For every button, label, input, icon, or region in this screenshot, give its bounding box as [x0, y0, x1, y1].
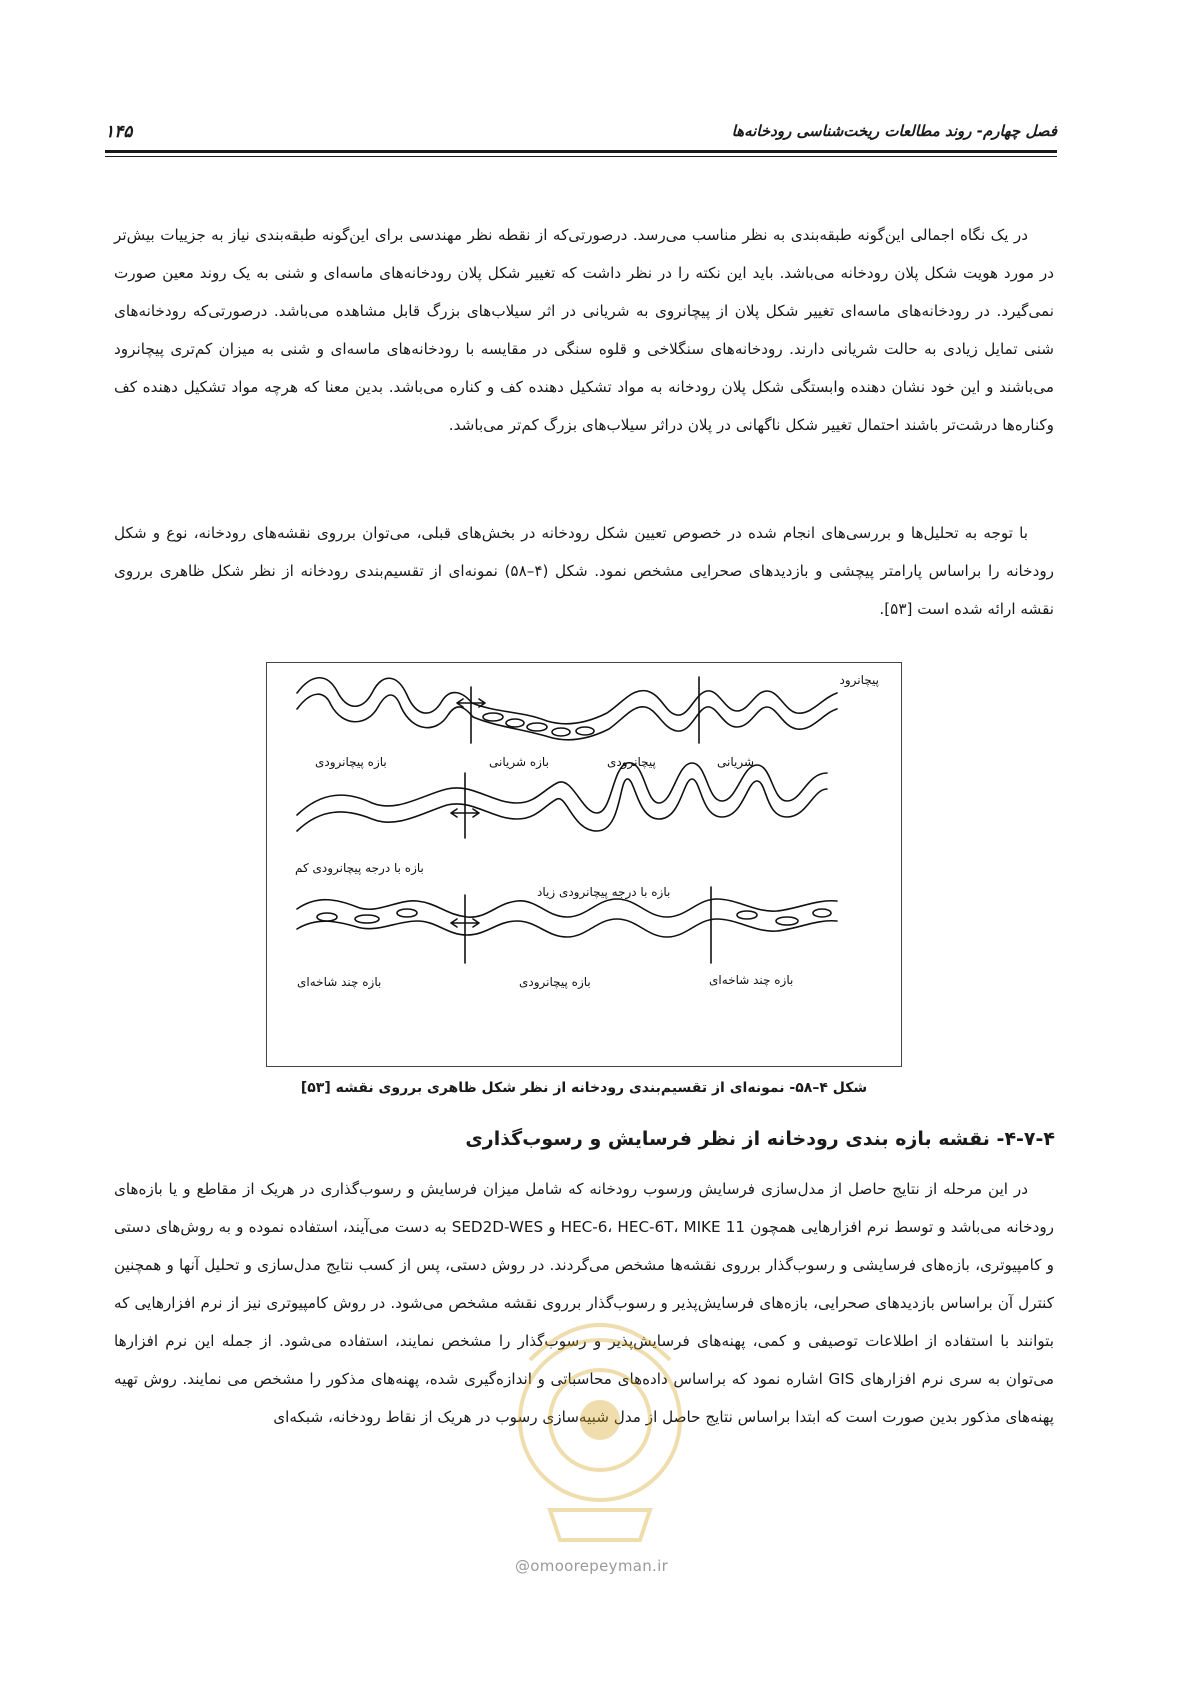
- row1-island: [483, 713, 503, 721]
- row3-bank-lower: [297, 919, 837, 937]
- row3-bank-upper: [297, 899, 837, 917]
- figure-label-meandering: پیچانرودی: [607, 755, 656, 769]
- row1-island: [527, 723, 547, 731]
- chapter-title: فصل چهارم- روند مطالعات ریخت‌شناسی رودخانه‌ها: [731, 122, 1057, 140]
- river-classification-figure: [266, 662, 902, 1067]
- row3-island: [317, 913, 337, 921]
- body-paragraph-2: با توجه به تحلیل‌ها و بررسی‌های انجام شده در خصوص تعیین شکل رودخانه در بخش‌های قبلی، می‌توان برروی نقشه‌های رودخانه، نوع و شکل رودخانه را براساس پارامتر پیچشی و بازدیدهای صحرایی مشخص نمود. شکل (۴–۵۸) نمونه‌ای از تقسیم‌بندی رودخانه از نظر شکل ظاهری برروی نقشه ارائه شده است [۵۳].: [114, 524, 1054, 618]
- row1-island: [552, 728, 570, 736]
- page-number: ۱۴۵: [105, 122, 133, 142]
- page-header: [105, 122, 1057, 158]
- section-heading: ۴-۷-۴- نقشه بازه بندی رودخانه از نظر فرسایش و رسوب‌گذاری: [465, 1128, 1055, 1150]
- figure-label-high-sinuosity: بازه با درجه پیچانرودی زیاد: [537, 885, 671, 899]
- figure-label-meander-reach-2: بازه پیچانرودی: [519, 975, 591, 989]
- figure-label-meander-reach: بازه پیچانرودی: [315, 755, 387, 769]
- row3-island: [355, 915, 379, 923]
- header-rule-thick: [105, 150, 1057, 153]
- watermark-url: @omoorepeyman.ir: [515, 1557, 669, 1575]
- row2-bank-upper: [297, 763, 827, 815]
- row1-bank-upper: [297, 678, 837, 724]
- row3-island: [737, 911, 757, 919]
- figure-label-meander: پیچانرود: [839, 673, 879, 687]
- body-paragraph-3: در این مرحله از نتایج حاصل از مدل‌سازی فرسایش ورسوب رودخانه که شامل میزان فرسایش و رسوب‌گذاری در هریک از مقاطع و یا بازه‌های رودخانه می‌باشد و توسط نرم افزارهایی همچون HEC-6، HEC-6T، MIKE 11 و SED2D-WES به دست می‌آیند، استفاده نموده و به روش‌های دستی و کامپیوتری، بازه‌های فرسایشی و رسوب‌گذار برروی نقشه‌ها مشخص می‌گردند. در روش دستی، پس از کسب نتایج مدل‌سازی و تحلیل آنها و همچنین کنترل آن براساس بازدیدهای صحرایی، بازه‌های فرسایش‌پذیر و رسوب‌گذار برروی نقشه مشخص می‌شود. در روش کامپیوتری نیز از نرم افزارهایی که بتوانند با استفاده از اطلاعات توصیفی و کمی، پهنه‌های فرسایش‌پذیر و رسوب‌گذار را مشخص نمایند، استفاده می‌شود. از جمله این نرم افزارها می‌توان به سری نرم افزارهای GIS اشاره نمود که براساس داده‌های محاسباتی و اندازه‌گیری شده، پهنه‌های مذکور را مشخص می نمایند. روش تهیه پهنه‌های مذکور بدین صورت است که ابتدا براساس نتایج حاصل از مدل شبیه‌سازی رسوب در هریک از نقاط رودخانه، شبکه‌ای: [114, 1180, 1055, 1426]
- row1-island: [506, 719, 524, 727]
- figure-label-braided-reach: بازه شریانی: [489, 755, 549, 769]
- body-paragraph-1: در یک نگاه اجمالی این‌گونه طبقه‌بندی به نظر مناسب می‌رسد. درصورتی‌که از نقطه نظر مهندسی برای این‌گونه طبقه‌بندی نیاز به جزییات بیش‌تر در مورد هویت شکل پلان رودخانه می‌باشد. باید این نکته را در نظر داشت که تغییر شکل پلان رودخانه‌های ماسه‌ای و شنی به یک روند معین صورت نمی‌گیرد. در رودخانه‌های ماسه‌ای تغییر شکل پلان از پیچانروی به شریانی در اثر سیلاب‌های بزرگ قابل مشاهده می‌باشد. درصورتی‌که رودخانه‌های شنی تمایل زیادی به حالت شریانی دارند. رودخانه‌های سنگلاخی و قلوه سنگی در مقایسه با رودخانه‌های ماسه‌ای و شنی به میزان کم‌تری پیچانرود می‌باشند و این خود نشان دهنده وابستگی شکل پلان رودخانه به مواد تشکیل دهنده کف و کناره می‌باشد. بدین معنا که هرچه مواد تشکیل دهنده کف وکناره‌ها درشت‌تر باشند احتمال تغییر شکل ناگهانی در پلان دراثر سیلاب‌های بزرگ کم‌تر می‌باشد.: [114, 226, 1054, 434]
- figure-label-braided: شریانی: [717, 755, 755, 769]
- row3-island: [776, 917, 798, 925]
- row1-island: [576, 727, 594, 735]
- header-rule-thin: [105, 156, 1057, 157]
- row3-island: [397, 909, 417, 917]
- row3-island: [813, 909, 831, 917]
- row1-bank-lower: [297, 694, 837, 740]
- figure-caption: شکل ۴–۵۸- نمونه‌ای از تقسیم‌بندی رودخانه از نظر شکل ظاهری برروی نقشه [۵۳]: [300, 1080, 868, 1096]
- figure-label-low-sinuosity: بازه با درجه پیچانرودی کم: [295, 861, 424, 875]
- figure-label-multichannel-left: بازه چند شاخه‌ای: [297, 975, 382, 989]
- figure-label-multichannel-right: بازه چند شاخه‌ای: [709, 973, 794, 987]
